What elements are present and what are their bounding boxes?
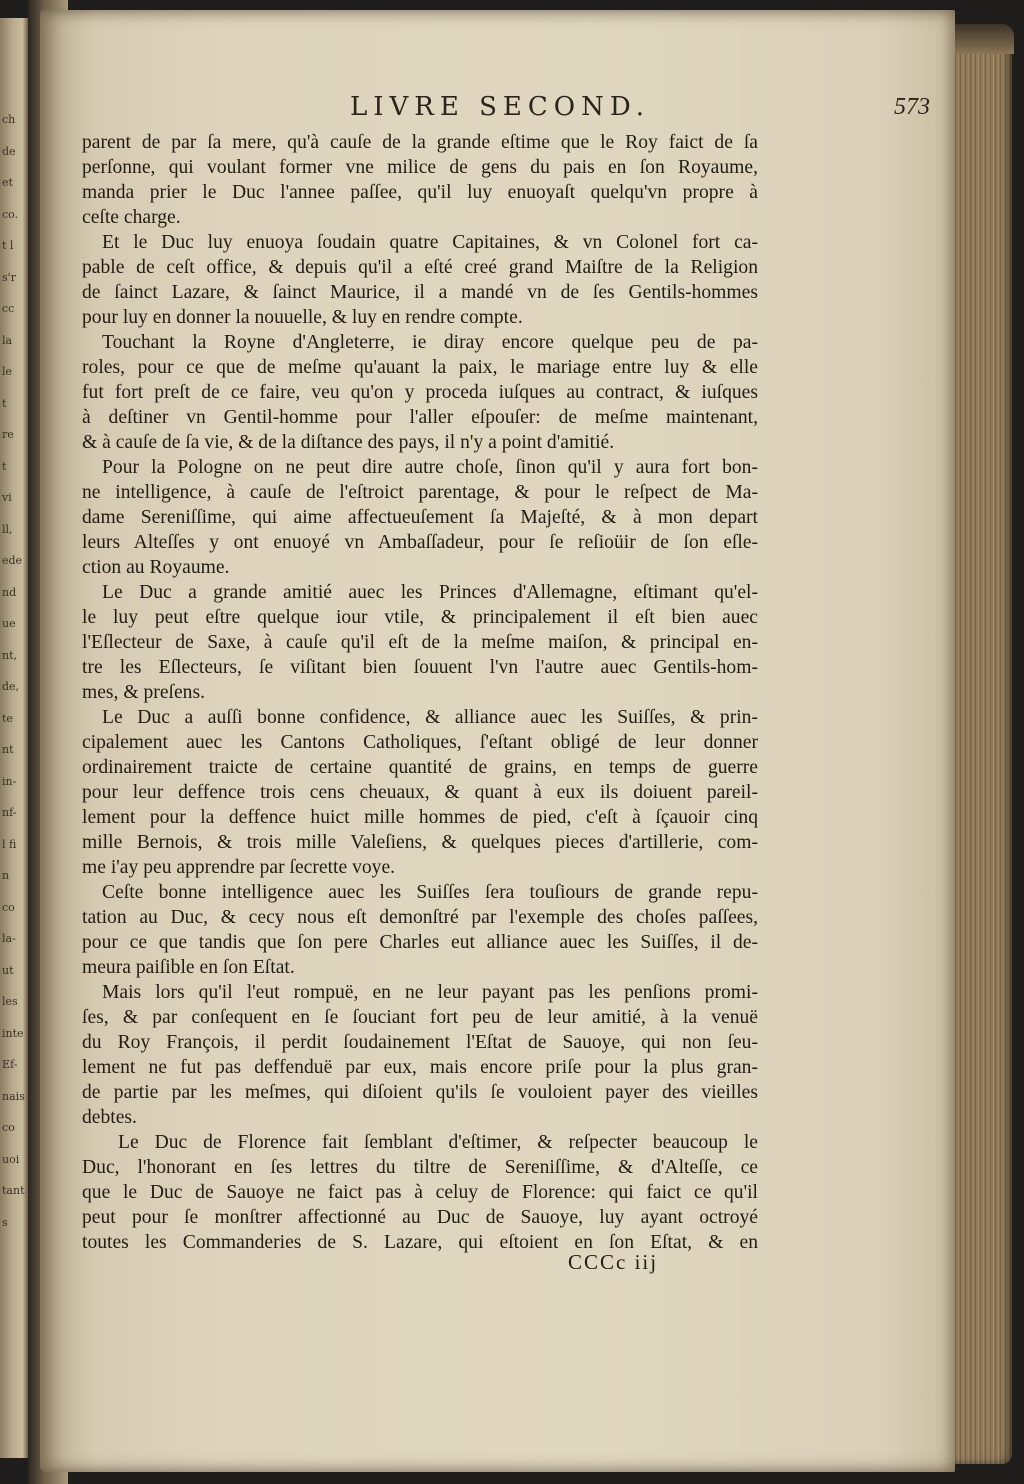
text-line: ction au Royaume. xyxy=(82,557,230,578)
previous-page-fragment: co. xyxy=(2,207,19,221)
previous-page-fragment: co xyxy=(2,1121,15,1134)
text-line: toutes les Commanderies de S. Lazare, qui eſtoient en ſon Eſtat, & en xyxy=(82,1232,758,1253)
text-line: Touchant la Royne d'Angleterre, ie diray encore quelque peu de pa- xyxy=(102,332,758,353)
book-fore-edge xyxy=(952,24,1012,1464)
text-line: pour leur deffence trois cens cheuaux, & quant à eux ils doiuent pareil- xyxy=(82,782,758,803)
previous-page-fragment: de xyxy=(2,144,16,158)
text-line: pable de ceſt office, & depuis qu'il a eſté creé grand Maiſtre de la Religion xyxy=(82,257,758,278)
text-line: pour luy en donner la nouuelle, & luy en rendre compte. xyxy=(82,307,523,328)
previous-page-fragment: t l xyxy=(2,239,14,252)
previous-page-fragment: co xyxy=(2,900,15,914)
previous-page-fragment: nt, xyxy=(2,648,18,662)
text-line: lement ne fut pas deffenduë par eux, mais encore priſe pour la plus gran- xyxy=(82,1057,758,1078)
previous-page-fragment: ch xyxy=(2,113,16,126)
previous-page-fragment: n xyxy=(2,869,10,882)
previous-page-fragment: t xyxy=(2,459,7,473)
text-line: ſes, & par conſequent en ſe ſouciant fort peu de leur amitié, à la venuë xyxy=(82,1007,758,1028)
previous-page-fragment: de, xyxy=(2,680,20,693)
text-line: roles, pour ce que de meſme qu'auant la paix, le mariage entre luy & elle xyxy=(82,357,758,378)
text-line: peut pour ſe monſtrer affectionné au Duc de Sauoye, luy ayant octroyé xyxy=(82,1207,758,1228)
previous-page-fragment: ue xyxy=(2,617,16,630)
running-head: LIVRE SECOND. xyxy=(349,92,651,122)
text-line: du Roy François, il perdit ſoudainement l'Eſtat de Sauoye, qui non ſeu- xyxy=(82,1032,758,1053)
text-line: de partie par les meſmes, qui diſoient qu'ils ſe vouloient payer des vieilles xyxy=(82,1082,758,1103)
text-line: Ceſte bonne intelligence auec les Suiſſes ſera touſiours de grande repu- xyxy=(102,882,758,903)
previous-page-fragment: ut xyxy=(2,963,14,977)
text-line: Le Duc a grande amitié auec les Princes d'Allemagne, eſtimant qu'el- xyxy=(102,582,758,603)
previous-page-fragment: in- xyxy=(2,774,17,788)
previous-page-fragment: la xyxy=(2,333,13,347)
text-block xyxy=(82,130,758,1255)
previous-page-fragment: t xyxy=(2,396,7,410)
text-line: fut fort preſt de ce faire, veu qu'on y proceda iuſques au contract, & iuſques xyxy=(82,382,758,403)
previous-page-fragment: s'r xyxy=(2,270,16,284)
text-line: pour ce que tandis que ſon pere Charles eut alliance auec les Suiſſes, il de- xyxy=(82,932,758,953)
text-line: tation au Duc, & cecy nous eſt demonſtré par l'exemple des choſes paſſees, xyxy=(82,907,758,928)
text-line: de ſainct Lazare, & ſainct Maurice, il a mandé vn de ſes Gentils-hommes xyxy=(82,282,758,303)
text-line: mes, & preſens. xyxy=(82,682,205,703)
previous-page-fragment: inte xyxy=(2,1026,24,1040)
text-line: meura paiſible en ſon Eſtat. xyxy=(82,957,295,978)
text-line: ceſte charge. xyxy=(82,207,181,228)
text-line: lement pour la deffence huict mille hommes de pied, c'eſt à ſçauoir cinq xyxy=(82,807,758,828)
previous-page-fragment: vi xyxy=(2,491,12,504)
text-line: que le Duc de Sauoye ne faict pas à celuy de Florence: qui faict ce qu'il xyxy=(82,1182,758,1203)
text-line: l'Eſlecteur de Saxe, à cauſe qu'il eſt de la meſme maiſon, & principal en- xyxy=(82,632,758,653)
signature-mark: CCCc iij xyxy=(568,1250,659,1274)
previous-page-fragment: uoi xyxy=(2,1152,20,1166)
book-fore-edge-top xyxy=(950,24,1014,54)
previous-page-fragment: nais xyxy=(2,1089,25,1103)
previous-page-fragment: la- xyxy=(2,932,16,945)
text-line: debtes. xyxy=(82,1107,137,1128)
text-line: ordinairement traicte de certaine quantité de grains, en temps de guerre xyxy=(82,757,758,778)
text-line: ne intelligence, à cauſe de l'eſtroict parentage, & pour le reſpect de Ma- xyxy=(82,482,758,503)
text-line: Pour la Pologne on ne peut dire autre choſe, ſinon qu'il y aura fort bon- xyxy=(102,457,758,478)
text-line: dame Sereniſſime, qui aime affectueuſement ſa Majeſté, & à mon depart xyxy=(82,507,758,528)
text-line: cipalement auec les Cantons Catholiques, ſ'eſtant obligé de leur donner xyxy=(82,732,758,753)
previous-page-fragment: ede xyxy=(2,554,23,567)
previous-page-fragment: cc xyxy=(2,302,15,315)
previous-page-fragment: te xyxy=(2,711,13,725)
text-line: manda prier le Duc l'annee paſſee, qu'il luy enuoyaſt quelqu'vn propre à xyxy=(82,182,758,203)
previous-page-fragment: et xyxy=(2,176,13,189)
previous-page-fragment: nt xyxy=(2,743,14,756)
previous-page-fragment: nf- xyxy=(2,806,17,819)
text-line: à deſtiner vn Gentil-homme pour l'aller eſpouſer: de meſme maintenant, xyxy=(82,407,758,428)
text-line: perſonne, qui voulant former vne milice de gens du pais en ſon Royaume, xyxy=(82,157,758,178)
page-number: 573 xyxy=(894,94,930,120)
previous-page-fragment: re xyxy=(2,428,14,441)
text-line: parent de par ſa mere, qu'à cauſe de la grande eſtime que le Roy faict de ſa xyxy=(82,132,758,153)
previous-page-fragment: tant xyxy=(2,1184,25,1197)
page-header xyxy=(60,92,940,132)
text-line: me i'ay peu apprendre par ſecrette voye. xyxy=(82,857,396,878)
text-line: Et le Duc luy enuoya ſoudain quatre Capitaines, & vn Colonel fort ca- xyxy=(102,232,758,253)
previous-page-fragment: s xyxy=(2,1215,8,1229)
previous-page-fragment: les xyxy=(2,995,18,1008)
previous-page-fragment: ll, xyxy=(2,522,13,536)
previous-page-fragment: le xyxy=(2,365,13,378)
text-line: le luy peut eſtre quelque iour vtile, & principalement il eſt bien auec xyxy=(82,607,758,628)
text-line: Le Duc de Florence fait ſemblant d'eſtimer, & reſpecter beaucoup le xyxy=(118,1132,758,1153)
previous-page-fragment: l fi xyxy=(2,837,17,851)
text-line: Le Duc a auſſi bonne confidence, & alliance auec les Suiſſes, & prin- xyxy=(102,707,758,728)
text-line: tre les Eſlecteurs, ſe viſitant bien ſouuent l'vn l'autre auec Gentils-hom- xyxy=(82,657,758,678)
text-line: Mais lors qu'il l'eut rompuë, en ne leur payant pas les penſions promi- xyxy=(102,982,758,1003)
previous-page-edge xyxy=(0,18,28,1458)
text-line: Duc, l'honorant en ſes lettres du tiltre de Sereniſſime, & d'Alteſſe, ce xyxy=(82,1157,758,1178)
text-line: mille Bernois, & trois mille Valeſiens, & quelques pieces d'artillerie, com- xyxy=(82,832,758,853)
previous-page-fragment: nd xyxy=(2,585,17,599)
previous-page-fragment: Ef- xyxy=(2,1058,18,1071)
text-line: leurs Alteſſes y ont enuoyé vn Ambaſſadeur, pour ſe reſioüir de ſon eſle- xyxy=(82,532,758,553)
text-line: & à cauſe de ſa vie, & de la diſtance des pays, il n'y a point d'amitié. xyxy=(82,432,615,453)
